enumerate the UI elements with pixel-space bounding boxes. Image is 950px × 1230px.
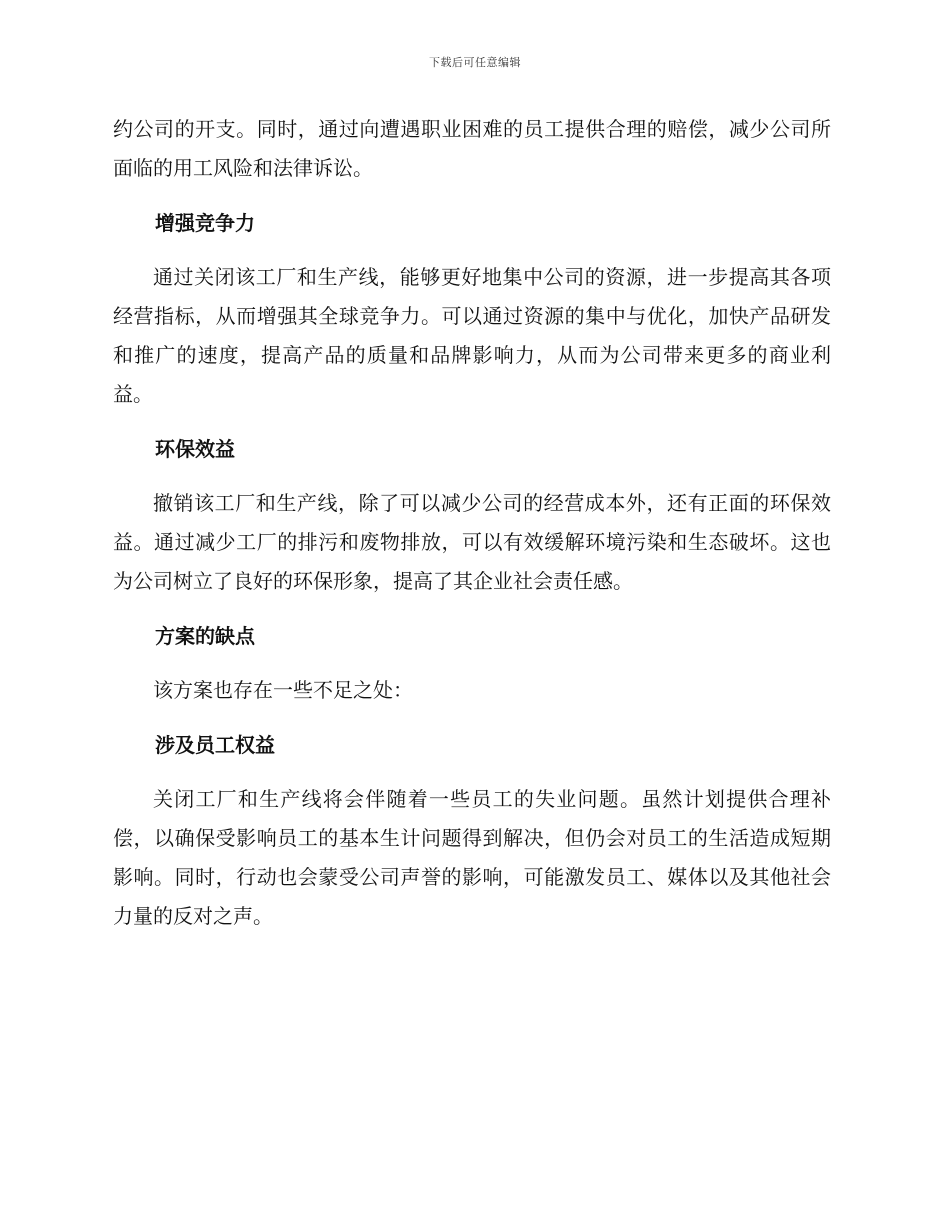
header-note: 下载后可任意编辑 [429, 56, 521, 69]
paragraph-employee-rights: 关闭工厂和生产线将会伴随着一些员工的失业问题。虽然计划提供合理补偿，以确保受影响员工的基本生计问题得到解决，但仍会对员工的生活造成短期影响。同时，行动也会蒙受公司声誉的影响，可能激发员工、媒体以及其他社会力量的反对之声。 [113, 787, 831, 928]
paragraph-drawbacks-intro: 该方案也存在一些不足之处： [153, 678, 413, 702]
document-body [113, 110, 831, 950]
section-heading-competitiveness: 增强竞争力 [155, 211, 255, 235]
section-heading-drawbacks: 方案的缺点 [155, 624, 255, 648]
paragraph-competitiveness: 通过关闭该工厂和生产线，能够更好地集中公司的资源，进一步提高其各项经营指标，从而增强其全球竞争力。可以通过资源的集中与优化，加快产品研发和推广的速度，提高产品的质量和品牌影响力，从而为公司带来更多的商业利益。 [113, 265, 831, 406]
section-heading-environmental: 环保效益 [155, 437, 235, 461]
paragraph-continuation: 约公司的开支。同时，通过向遭遇职业困难的员工提供合理的赔偿，减少公司所面临的用工风险和法律诉讼。 [113, 117, 831, 180]
paragraph-environmental: 撤销该工厂和生产线，除了可以减少公司的经营成本外，还有正面的环保效益。通过减少工厂的排污和废物排放，可以有效缓解环境污染和生态破坏。这也为公司树立了良好的环保形象，提高了其企业社会责任感。 [113, 491, 831, 593]
section-heading-employee-rights: 涉及员工权益 [155, 733, 275, 757]
